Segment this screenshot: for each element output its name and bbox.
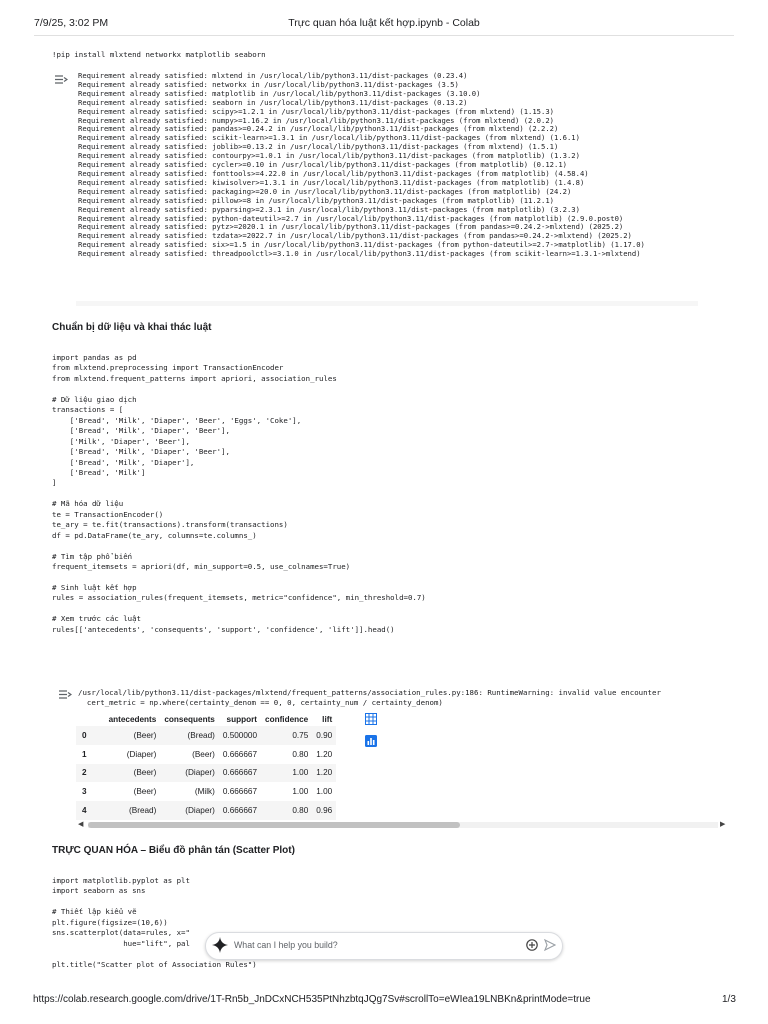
table-cell: 0.75 [261, 726, 312, 745]
table-row [76, 764, 336, 783]
scrollbar-thumb[interactable] [88, 822, 460, 828]
chart-suggestion-icon[interactable] [365, 735, 377, 747]
row-index: 2 [76, 764, 105, 783]
gemini-sparkle-icon [212, 937, 228, 953]
gemini-input-placeholder[interactable]: What can I help you build? [234, 940, 338, 950]
table-cell: 0.96 [312, 801, 336, 820]
table-cell: 0.666667 [222, 749, 258, 759]
table-cell: (Diaper) [160, 764, 219, 783]
code-line-title: plt.title("Scatter plot of Association Rules") [52, 959, 257, 969]
table-horizontal-scrollbar[interactable] [88, 822, 718, 828]
code-lines-setup: import matplotlib.pyplot as plt import seaborn as sns # Thiết lập kiểu vẽ plt.figure(figsize=(10,6)) [52, 876, 190, 927]
table-row [76, 801, 336, 820]
print-datetime: 7/9/25, 3:02 PM [34, 17, 109, 29]
table-cell: 1.20 [316, 749, 333, 759]
table-cell: 1.00 [316, 787, 333, 797]
scroll-right-icon[interactable]: ▶ [720, 821, 726, 828]
table-cell: 1.00 [292, 787, 309, 797]
table-cell: (Bread) [160, 726, 219, 745]
output-horizontal-scrollbar[interactable] [76, 301, 698, 306]
table-cell: 0.90 [312, 726, 336, 745]
code-line-hue: hue="lift", pal [52, 938, 190, 948]
output-toggle-icon[interactable] [54, 75, 68, 85]
table-cell: 0.666667 [219, 801, 261, 820]
table-row [76, 726, 336, 745]
page-number: 1/3 [722, 994, 736, 1005]
column-header [76, 712, 105, 726]
table-cell: (Milk) [194, 787, 215, 797]
table-cell: (Bread) [105, 801, 161, 820]
code-cell-apriori[interactable]: import pandas as pd from mlxtend.preprocessing import TransactionEncoder from mlxtend.frequent_patterns import apriori, association_rules # Dữ liệu giao dịch transactions = [ ['Bread', 'Milk', 'Diaper', 'Beer', 'Eggs', 'Coke'], ['Bread', 'Milk', 'Diaper', 'Beer'], ['Milk', 'Diaper', 'Beer'], ['Bread', 'Milk', 'Diaper', 'Beer'], ['Bread', 'Milk', 'Diaper'], ['Bread', 'Milk'] ] # Mã hóa dữ liệu te = TransactionEncoder() te_ary = te.fit(transactions).transform(transactions) df = pd.DataFrame(te_ary, columns=te.columns_) # Tìm tập phổ biến frequent_itemsets = apriori(df, min_support=0.5, use_colnames=True) # Sinh luật kết hợp rules = association_rules(frequent_itemsets, metric="confidence", min_threshold=0.7) # Xem trước các luật rules[['antecedents', 'consequents', 'support', 'confidence', 'lift']].head() [52, 353, 426, 634]
code-cell-pip-install[interactable]: !pip install mlxtend networkx matplotlib seaborn [52, 50, 266, 59]
table-cell: 0.80 [292, 749, 309, 759]
send-icon[interactable] [544, 938, 556, 952]
row-index: 4 [76, 801, 105, 820]
print-url: https://colab.research.google.com/drive/1T-Rn5b_JnDCxNCH535PtNhzbtqJQg7Sv#scrollTo=eWIea19LNBKn&printMode=true [33, 994, 591, 1005]
table-row [76, 782, 336, 801]
row-index: 0 [76, 726, 105, 745]
print-header [0, 0, 768, 36]
section-heading-scatter: TRỰC QUAN HÓA – Biểu đồ phân tán (Scatter Plot) [52, 845, 295, 856]
table-cell: (Beer) [192, 749, 215, 759]
table-cell: (Beer) [105, 764, 161, 783]
gemini-prompt-bar[interactable] [205, 932, 563, 960]
table-cell: (Diaper) [160, 801, 219, 820]
table-cell: 0.80 [261, 801, 312, 820]
table-cell: 1.00 [261, 764, 312, 783]
table-cell: (Beer) [105, 726, 161, 745]
column-header: lift [322, 714, 333, 724]
column-header: confidence [265, 714, 309, 724]
code-line-scatterplot: sns.scatterplot(data=rules, x=" [52, 928, 190, 938]
header-divider [34, 35, 734, 36]
output-toggle-icon[interactable] [58, 690, 72, 700]
row-index: 3 [82, 787, 87, 797]
column-header: antecedents [108, 714, 157, 724]
table-cell: (Beer) [133, 787, 157, 797]
column-header: support [226, 714, 258, 724]
cell-output-pip: Requirement already satisfied: mlxtend in /usr/local/lib/python3.11/dist-packages (0.23.4) Requirement already satisfied: networkx in /usr/local/lib/python3.11/dist-packages (3.5) Requirement already satisfied: matplotlib in /usr/local/lib/python3.11/dist-packages (3.10.0) Requirement already satisfied: seaborn in /usr/local/lib/python3.11/dist-packages (0.13.2) Requirement already satisfied: scipy>=1.2.1 in /usr/local/lib/python3.11/dist-packages (from mlxtend) (1.15.3) Requirement already satisfied: numpy>=1.16.2 in /usr/local/lib/python3.11/dist-packages (from mlxtend) (2.0.2) Requirement already satisfied: pandas>=0.24.2 in /usr/local/lib/python3.11/dist-packages (from mlxtend) (2.2.2) Requirement already satisfied: scikit-learn>=1.3.1 in /usr/local/lib/python3.11/dist-packages (from mlxtend) (1.6.1) Requirement already satisfied: joblib>=0.13.2 in /usr/local/lib/python3.11/dist-packages (from mlxtend) (1.5.1) Requirement already satisfied: contourpy>=1.0.1 in /usr/local/lib/python3.11/dist-packages (from matplotlib) (1.3.2) Requirement already satisfied: cycler>=0.10 in /usr/local/lib/python3.11/dist-packages (from matplotlib) (0.12.1) Requirement already satisfied: fonttools>=4.22.0 in /usr/local/lib/python3.11/dist-packages (from matplotlib) (4.58.4) Requirement already satisfied: kiwisolver>=1.3.1 in /usr/local/lib/python3.11/dist-packages (from matplotlib) (1.4.8) Requirement already satisfied: packaging>=20.0 in /usr/local/lib/python3.11/dist-packages (from matplotlib) (24.2) Requirement already satisfied: pillow>=8 in /usr/local/lib/python3.11/dist-packages (from matplotlib) (11.2.1) Requirement already satisfied: pyparsing>=2.3.1 in /usr/local/lib/python3.11/dist-packages (from matplotlib) (3.2.3) Requirement already satisfied: python-dateutil>=2.7 in /usr/local/lib/python3.11/dist-packages (from matplotlib) (2.9.0.post0) Requirement already satisfied: pytz>=2020.1 in /usr/local/lib/python3.11/dist-packages (from pandas>=0.24.2->mlxtend) (2025.2) Requirement already satisfied: tzdata>=2022.7 in /usr/local/lib/python3.11/dist-packages (from pandas>=0.24.2->mlxtend) (2025.2) Requirement already satisfied: six>=1.5 in /usr/local/lib/python3.11/dist-packages (from python-dateutil>=2.7->matplotlib) (1.17.0) Requirement already satisfied: threadpoolctl>=3.1.0 in /usr/local/lib/python3.11/dist-packages (from scikit-learn>=1.3.1->mlxtend) [78, 71, 645, 259]
row-index: 1 [82, 749, 87, 759]
table-view-icon[interactable] [365, 713, 377, 725]
rules-dataframe [76, 712, 336, 820]
table-cell: 0.666667 [222, 787, 258, 797]
table-cell: 1.20 [312, 764, 336, 783]
table-cell: 0.500000 [219, 726, 261, 745]
table-header-row [76, 712, 336, 726]
table-row [76, 745, 336, 764]
print-title: Trực quan hóa luật kết hợp.ipynb - Colab [288, 17, 480, 29]
table-cell: (Diaper) [126, 749, 157, 759]
section-heading-prepare: Chuẩn bị dữ liệu và khai thác luật [52, 322, 212, 333]
table-cell: 0.666667 [219, 764, 261, 783]
column-header: consequents [164, 714, 215, 724]
scroll-left-icon[interactable]: ◀ [78, 821, 84, 828]
add-icon[interactable] [526, 939, 538, 951]
runtime-warning: /usr/local/lib/python3.11/dist-packages/mlxtend/frequent_patterns/association_rules.py:186: RuntimeWarning: invalid value encounter cert_metric = np.where(certainty_denom == 0, 0, certainty_num / certainty_denom) [78, 688, 661, 708]
